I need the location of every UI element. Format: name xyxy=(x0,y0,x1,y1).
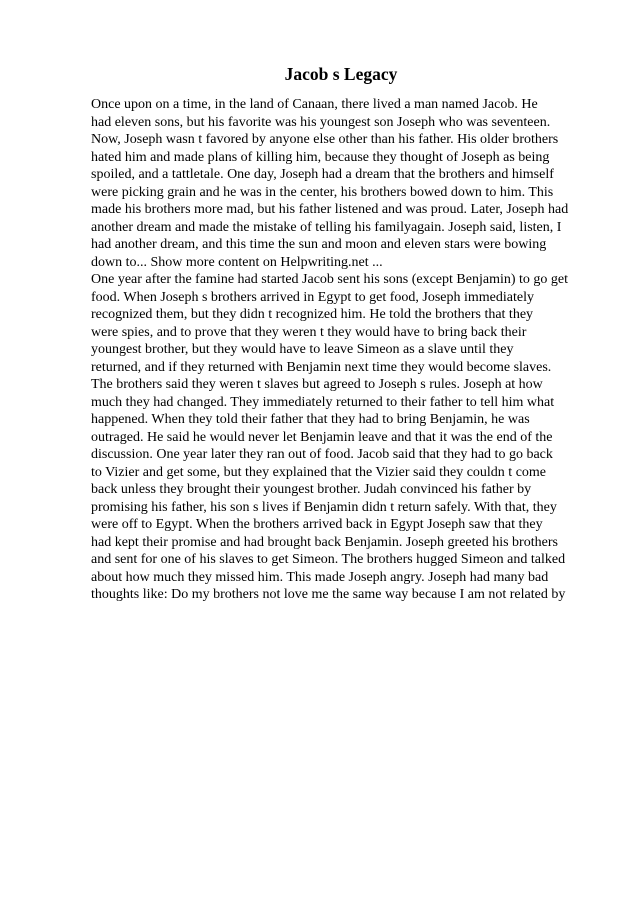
body-line: youngest brother, but they would have to leave Simeon as a slave until they xyxy=(91,342,514,357)
body-line: discussion. One year later they ran out of food. Jacob said that they had to go back xyxy=(91,447,553,462)
body-line: were picking grain and he was in the center, his brothers bowed down to him. This xyxy=(91,184,554,200)
body-line: had kept their promise and had brought back Benjamin. Joseph greeted his brothers xyxy=(91,534,558,550)
body-line: The brothers said they weren t slaves but agreed to Joseph s rules. Joseph at how xyxy=(91,377,543,392)
body-line: spoiled, and a tattletale. One day, Joseph had a dream that the brothers and himself xyxy=(91,167,554,182)
body-line: another dream and made the mistake of telling his familyagain. Joseph said, listen, I xyxy=(91,219,562,235)
body-line: had another dream, and this time the sun and moon and eleven stars were bowing xyxy=(91,237,547,252)
body-line: made his brothers more mad, but his father listened and was proud. Later, Joseph had xyxy=(91,202,569,217)
body-line: to Vizier and get some, but they explained that the Vizier said they couldn t come xyxy=(91,464,547,480)
document-title: Jacob s Legacy xyxy=(284,64,398,84)
body-line: were off to Egypt. When the brothers arrived back in Egypt Joseph saw that they xyxy=(91,517,543,532)
body-line: recognized them, but they didn t recognized him. He told the brothers that they xyxy=(91,307,534,322)
body-line: food. When Joseph s brothers arrived in Egypt to get food, Joseph immediately xyxy=(91,289,534,305)
body-line: promising his father, his son s lives if Benjamin didn t return safely. With that, they xyxy=(91,499,557,515)
body-line: back unless they brought their youngest brother. Judah convinced his father by xyxy=(91,482,532,497)
body-line: outraged. He said he would never let Benjamin leave and that it was the end of the xyxy=(91,429,553,445)
body-line: thoughts like: Do my brothers not love me the same way because I am not related by xyxy=(91,587,566,602)
body-line: One year after the famine had started Jacob sent his sons (except Benjamin) to go get xyxy=(91,272,569,287)
body-line: returned, and if they returned with Benjamin next time they would become slaves. xyxy=(91,359,552,375)
body-line: were spies, and to prove that they weren t they would have to bring back their xyxy=(91,324,527,340)
body-line: about how much they missed him. This made Joseph angry. Joseph had many bad xyxy=(91,569,549,585)
body-line: had eleven sons, but his favorite was his youngest son Joseph who was seventeen. xyxy=(91,114,551,130)
body-line: and sent for one of his slaves to get Simeon. The brothers hugged Simeon and talked xyxy=(91,552,566,567)
body-line: Now, Joseph wasn t favored by anyone else other than his father. His older brothers xyxy=(91,132,559,147)
body-line: down to... Show more content on Helpwriting.net ... xyxy=(91,254,383,270)
body-line: hated him and made plans of killing him, because they thought of Joseph as being xyxy=(91,149,550,165)
body-line: Once upon on a time, in the land of Canaan, there lived a man named Jacob. He xyxy=(91,97,538,112)
body-line: much they had changed. They immediately returned to their father to tell him what xyxy=(91,394,555,410)
body-line: happened. When they told their father that they had to bring Benjamin, he was xyxy=(91,412,530,427)
